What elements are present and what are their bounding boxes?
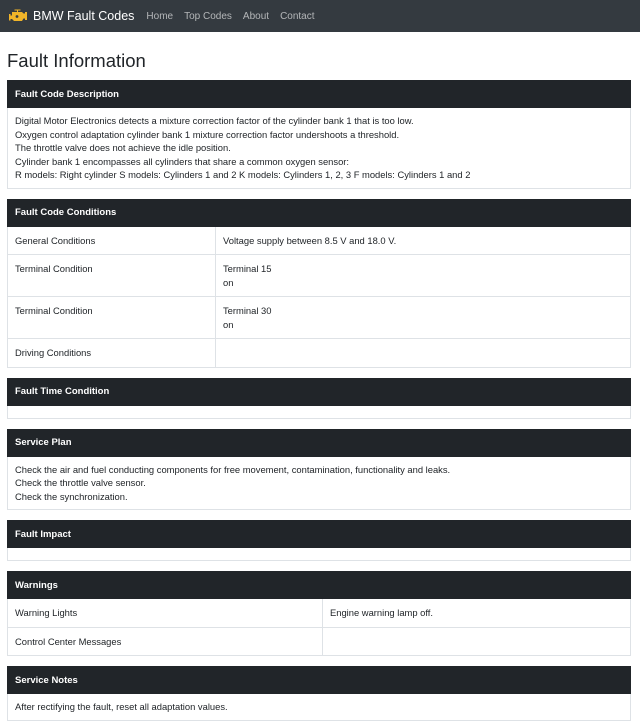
condition-value — [216, 255, 631, 297]
table-row — [8, 599, 631, 627]
condition-value-line: Terminal 15 — [223, 263, 272, 274]
conditions-table — [7, 227, 631, 368]
service-notes-text: After rectifying the fault, reset all adaptation values. — [15, 701, 228, 712]
description-line: Oxygen control adaptation cylinder bank 1 mixture correction factor undershoots a threshold. — [15, 128, 400, 140]
condition-value-line: on — [223, 318, 234, 330]
table-row — [8, 339, 631, 368]
service-plan-line: Check the air and fuel conducting components for free movement, contamination, functionality and leaks. — [15, 463, 451, 475]
nav-home[interactable]: Home — [146, 10, 174, 22]
brand-text: BMW Fault Codes — [33, 9, 135, 23]
time-condition-header: Fault Time Condition — [7, 378, 631, 406]
warning-label: Warning Lights — [8, 599, 323, 627]
table-row — [8, 297, 631, 339]
engine-check-icon — [8, 8, 28, 24]
description-header: Fault Code Description — [7, 80, 631, 108]
navbar — [0, 0, 640, 32]
page-title: Fault Information — [7, 50, 146, 71]
warning-label: Control Center Messages — [8, 627, 323, 656]
warnings-table — [7, 599, 631, 656]
table-row — [8, 227, 631, 255]
table-row — [8, 627, 631, 656]
condition-value-line: Voltage supply between 8.5 V and 18.0 V. — [223, 234, 397, 246]
condition-value — [216, 297, 631, 339]
service-plan-line: Check the synchronization. — [15, 490, 128, 502]
description-line: Digital Motor Electronics detects a mixture correction factor of the cylinder bank 1 that is too low. — [15, 115, 414, 126]
condition-value — [216, 227, 631, 255]
condition-value-line: Terminal 30 — [223, 305, 272, 316]
impact-section — [7, 520, 631, 561]
service-plan-header: Service Plan — [7, 429, 631, 457]
service-notes-body — [7, 694, 631, 721]
service-notes-section — [7, 666, 631, 721]
warning-value — [323, 627, 631, 656]
service-notes-header: Service Notes — [7, 666, 631, 694]
description-line: The throttle valve does not achieve the idle position. — [15, 142, 231, 153]
condition-label: General Conditions — [8, 227, 216, 255]
nav-contact[interactable]: Contact — [280, 10, 315, 22]
condition-value-line: on — [223, 276, 234, 288]
service-plan-section — [7, 429, 631, 511]
conditions-header: Fault Code Conditions — [7, 199, 631, 227]
time-condition-body — [7, 406, 631, 419]
description-line: Cylinder bank 1 encompasses all cylinders that share a common oxygen sensor: — [15, 155, 350, 167]
warnings-header: Warnings — [7, 571, 631, 599]
condition-label: Terminal Condition — [8, 255, 216, 297]
impact-header: Fault Impact — [7, 520, 631, 548]
table-row — [8, 255, 631, 297]
condition-label: Driving Conditions — [8, 339, 216, 368]
nav-top-codes[interactable]: Top Codes — [184, 10, 232, 22]
service-plan-line: Check the throttle valve sensor. — [15, 477, 146, 488]
description-body — [7, 108, 631, 189]
condition-label: Terminal Condition — [8, 297, 216, 339]
time-condition-section — [7, 378, 631, 419]
impact-body — [7, 548, 631, 561]
service-plan-body — [7, 457, 631, 511]
brand-link[interactable] — [8, 8, 134, 24]
conditions-section — [7, 199, 631, 368]
description-line: R models: Right cylinder S models: Cylinders 1 and 2 K models: Cylinders 1, 2, 3 F models: Cylinders 1 and 2 — [15, 169, 471, 180]
warnings-section — [7, 571, 631, 656]
nav-about[interactable]: About — [242, 10, 270, 22]
warning-value: Engine warning lamp off. — [323, 599, 631, 627]
description-section — [7, 80, 631, 189]
condition-value — [216, 339, 631, 368]
